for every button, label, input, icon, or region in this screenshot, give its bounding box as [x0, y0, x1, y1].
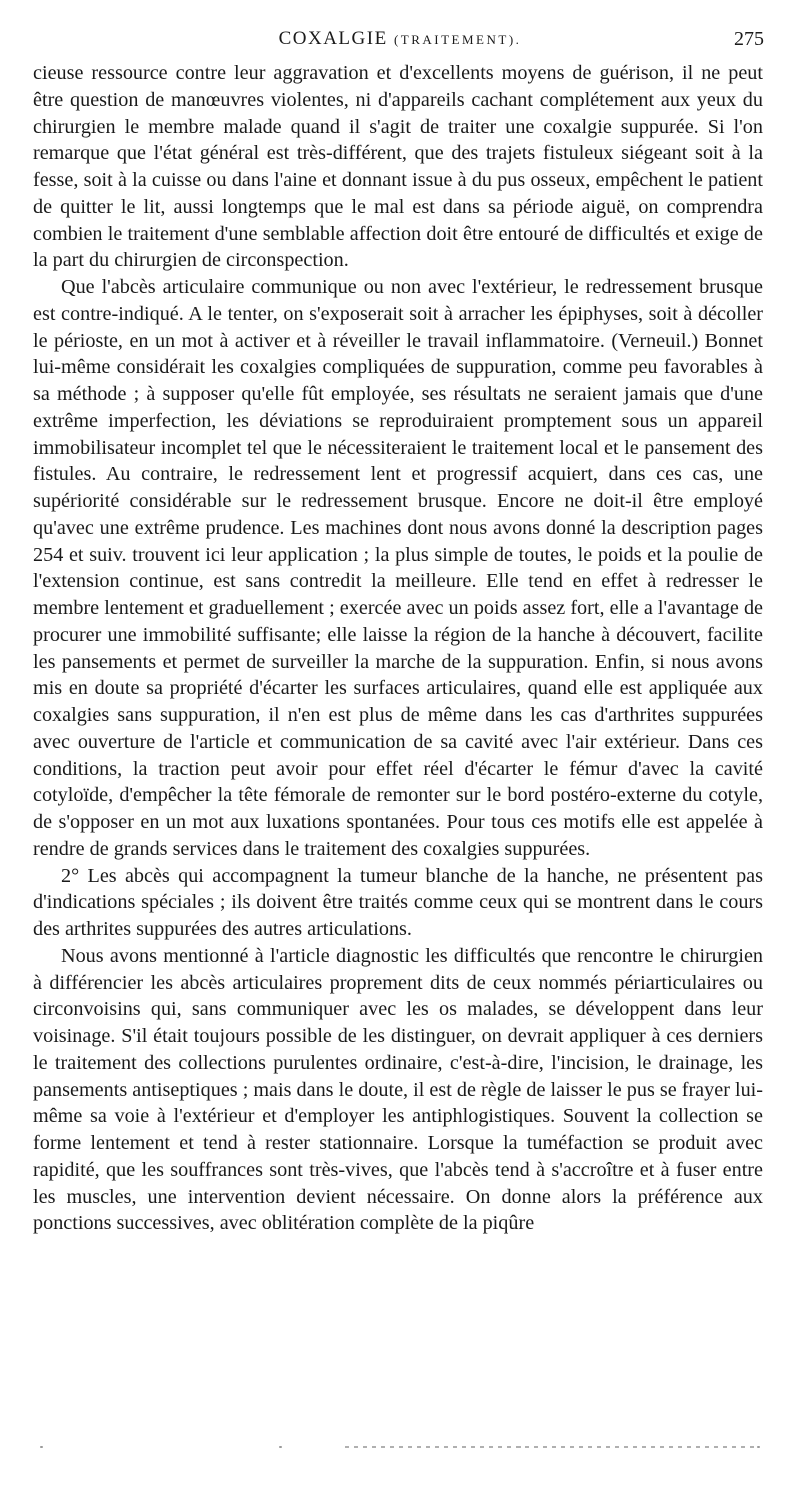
footer-print-dashes	[345, 1446, 755, 1448]
running-title-main: COXALGIE	[278, 28, 388, 49]
print-speck	[40, 1446, 43, 1448]
paragraph-3: 2° Les abcès qui accompagnent la tumeur blanche de la hanche, ne présentent pas d'indications spéciales ; ils doivent être traités comme ceux qui se montrent dans le cours des arthrites suppurées des autres articulations.	[33, 864, 763, 940]
paragraph-2: Que l'abcès articulaire communique ou non avec l'extérieur, le redressement brusque est contre-indiqué. A le tenter, on s'exposerait soit à arracher les épiphyses, soit à décoller le périoste, en un mot à activer et à réveiller le travail inflammatoire. (Verneuil.) Bonnet lui-même considérait les coxalgies compliquées de suppuration, comme peu favorables à sa méthode ; à supposer qu'elle fût employée, ses résultats ne seraient jamais que d'une extrême imperfection, les déviations se reproduiraient promptement sous un appareil immobilisateur incomplet tel que le nécessiteraient le traitement local et le pansement des fistules. Au contraire, le redressement lent et progressif acquiert, dans ces cas, une supériorité considérable sur le redressement brusque. Encore ne doit-il être employé qu'avec une extrême prudence. Les machines dont nous avons donné la description pages 254 et suiv. trouvent ici leur application ; la plus simple de toutes, le poids et la poulie de l'extension continue, est sans contredit la meilleure. Elle tend en effet à redresser le membre lentement et graduellement ; exercée avec un poids assez fort, elle a l'avantage de procurer une immobilité suffisante; elle laisse la région de la hanche à découvert, facilite les pansements et permet de surveiller la marche de la suppuration. Enfin, si nous avons mis en doute sa propriété d'écarter les surfaces articulaires, quand elle est appliquée aux coxalgies sans suppuration, il n'en est plus de même dans les cas d'arthrites suppurées avec ouverture de l'article et communication de sa cavité avec l'air extérieur. Dans ces conditions, la traction peut avoir pour effet réel d'écarter le fémur d'avec la cavité cotyloïde, d'empêcher la tête fémorale de remonter sur le bord postéro-externe du cotyle, de s'opposer en un mot aux luxations spontanées. Pour tous ces motifs elle est appelée à rendre de grands services dans le traitement des coxalgies suppurées.	[33, 276, 763, 860]
paragraph-1: cieuse ressource contre leur aggravation et d'excellents moyens de guérison, il ne peut être question de manœuvres violentes, ni d'appareils cachant complétement aux yeux du chirurgien le membre malade quand il s'agit de traiter une coxalgie suppurée. Si l'on remarque que l'état général est très-différent, que des trajets fistuleux siégeant soit à la fesse, soit à la cuisse ou dans l'aine et donnant issue à du pus osseux, empêchent le patient de quitter le lit, aussi longtemps que le mal est dans sa période aiguë, on comprendra combien le traitement d'une semblable affection doit être entouré de difficultés et exige de la part du chirurgien de circonspection.	[33, 62, 763, 272]
body-text	[33, 60, 763, 1237]
page-number: 275	[734, 28, 764, 50]
running-title	[0, 28, 800, 50]
paragraph-4: Nous avons mentionné à l'article diagnostic les difficultés que rencontre le chirurgien à différencier les abcès articulaires proprement dits de ceux nommés périarticulaires ou circonvoisins qui, sans communiquer avec les os malades, se développent dans leur voisinage. S'il était toujours possible de les distinguer, on devrait appliquer à ces derniers le traitement des collections purulentes ordinaire, c'est-à-dire, l'incision, le drainage, les pansements antiseptiques ; mais dans le doute, il est de règle de laisser le pus se frayer lui-même sa voie à l'extérieur et d'employer les antiphlogistiques. Souvent la collection se forme lentement et tend à rester stationnaire. Lorsque la tuméfaction se produit avec rapidité, que les souffrances sont très-vives, que l'abcès tend à s'accroître et à fuser entre les muscles, une intervention devient nécessaire. On donne alors la préférence aux ponctions successives, avec oblitération complète de la piqûre	[33, 944, 763, 1235]
page-header	[0, 28, 800, 56]
running-title-sub: (TRAITEMENT).	[393, 32, 522, 47]
print-speck	[279, 1446, 282, 1448]
print-speck	[757, 1446, 760, 1448]
